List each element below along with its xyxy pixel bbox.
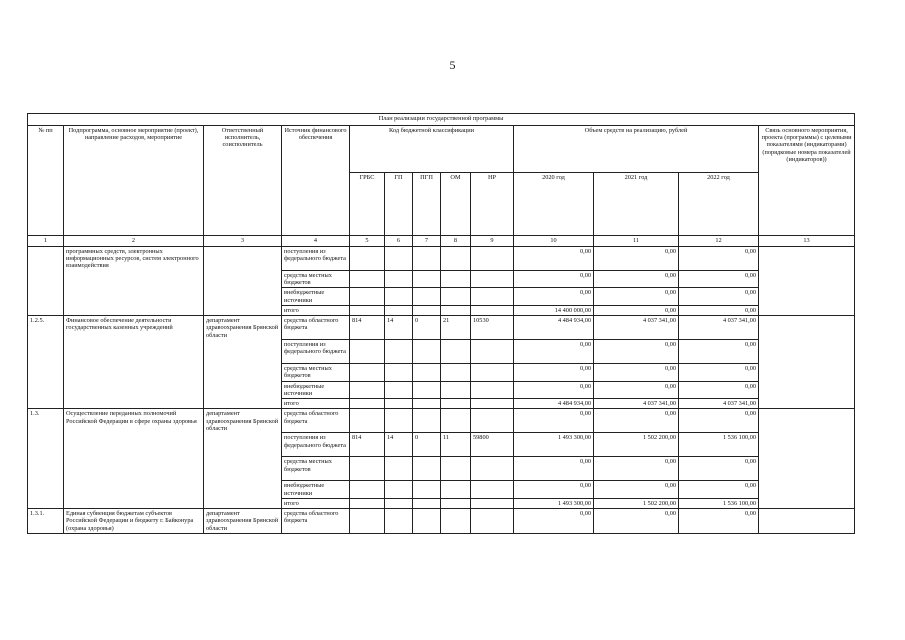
row-link bbox=[759, 316, 855, 409]
column-index: 2 bbox=[64, 236, 204, 247]
value-2020: 14 400 000,00 bbox=[514, 305, 594, 315]
value-2022: 0,00 bbox=[679, 271, 759, 288]
value-2021: 0,00 bbox=[594, 247, 679, 271]
header-budget-code: Код бюджетной классификации bbox=[350, 126, 514, 173]
source-label: средства местных бюджетов bbox=[282, 457, 350, 481]
table-row bbox=[28, 509, 855, 534]
row-num: 1.2.5. bbox=[28, 316, 64, 409]
row-link bbox=[759, 409, 855, 509]
value-2020: 1 493 300,00 bbox=[514, 498, 594, 508]
header-year-2022: 2022 год bbox=[679, 173, 759, 236]
value-2022: 4 037 341,00 bbox=[679, 316, 759, 340]
header-grbs: ГРБС bbox=[350, 173, 385, 236]
row-name: Осуществление переданных полномочий Российской Федерации в сфере охраны здоровья bbox=[64, 409, 204, 509]
code-om: 21 bbox=[441, 316, 471, 340]
column-index: 12 bbox=[679, 236, 759, 247]
value-2020: 4 484 934,00 bbox=[514, 399, 594, 409]
value-2021: 0,00 bbox=[594, 409, 679, 433]
value-2022: 4 037 341,00 bbox=[679, 399, 759, 409]
header-executor: Ответственный исполнитель, соисполнитель bbox=[204, 126, 282, 236]
value-2022: 0,00 bbox=[679, 364, 759, 381]
column-index: 8 bbox=[441, 236, 471, 247]
value-2020: 0,00 bbox=[514, 364, 594, 381]
source-label: средства местных бюджетов bbox=[282, 271, 350, 288]
value-2020: 0,00 bbox=[514, 340, 594, 364]
row-name: программных средств, электронных информационных ресурсов, систем электронного взаимодействия bbox=[64, 247, 204, 316]
column-index: 3 bbox=[204, 236, 282, 247]
column-index: 11 bbox=[594, 236, 679, 247]
value-2020: 0,00 bbox=[514, 271, 594, 288]
source-label: средства областного бюджета bbox=[282, 316, 350, 340]
header-om: ОМ bbox=[441, 173, 471, 236]
row-executor bbox=[204, 247, 282, 316]
value-2022: 0,00 bbox=[679, 288, 759, 305]
source-label: внебюджетные источники bbox=[282, 381, 350, 398]
row-num bbox=[28, 247, 64, 316]
value-2021: 0,00 bbox=[594, 481, 679, 498]
source-label: средства местных бюджетов bbox=[282, 364, 350, 381]
value-2020: 0,00 bbox=[514, 481, 594, 498]
header-num: № пп bbox=[28, 126, 64, 236]
row-name: Финансовое обеспечение деятельности государственных казенных учреждений bbox=[64, 316, 204, 409]
header-link: Связь основного мероприятия, проекта (программы) с целевыми показателями (индикаторами) (порядковые номера показателей (индикаторов)) bbox=[759, 126, 855, 236]
value-2022: 0,00 bbox=[679, 340, 759, 364]
row-executor: департамент здравоохранения Брянской области bbox=[204, 409, 282, 509]
code-np: 59800 bbox=[471, 433, 514, 457]
column-index: 4 bbox=[282, 236, 350, 247]
source-label: внебюджетные источники bbox=[282, 481, 350, 498]
value-2022: 0,00 bbox=[679, 305, 759, 315]
header-subprogram: Подпрограмма, основное мероприятие (проект), направление расходов, мероприятие bbox=[64, 126, 204, 236]
value-2021: 0,00 bbox=[594, 305, 679, 315]
header-year-2021: 2021 год bbox=[594, 173, 679, 236]
code-grbs: 814 bbox=[350, 316, 385, 340]
value-2021: 0,00 bbox=[594, 509, 679, 534]
column-index: 7 bbox=[413, 236, 441, 247]
row-executor: департамент здравоохранения Брянской области bbox=[204, 509, 282, 534]
header-pgp: ПГП bbox=[413, 173, 441, 236]
column-index: 13 bbox=[759, 236, 855, 247]
value-2022: 1 536 100,00 bbox=[679, 433, 759, 457]
value-2022: 0,00 bbox=[679, 509, 759, 534]
value-2020: 0,00 bbox=[514, 509, 594, 534]
row-executor: департамент здравоохранения Брянской области bbox=[204, 316, 282, 409]
source-label: поступления из федерального бюджета bbox=[282, 340, 350, 364]
value-2022: 0,00 bbox=[679, 381, 759, 398]
code-gp: 14 bbox=[385, 316, 413, 340]
value-2022: 0,00 bbox=[679, 457, 759, 481]
code-pgp: 0 bbox=[413, 433, 441, 457]
code-pgp: 0 bbox=[413, 316, 441, 340]
value-2020: 0,00 bbox=[514, 381, 594, 398]
column-index: 5 bbox=[350, 236, 385, 247]
header-year-2020: 2020 год bbox=[514, 173, 594, 236]
value-2021: 1 502 200,00 bbox=[594, 433, 679, 457]
value-2022: 0,00 bbox=[679, 481, 759, 498]
header-np: НР bbox=[471, 173, 514, 236]
table-row bbox=[28, 316, 855, 340]
column-index-row bbox=[28, 236, 855, 247]
value-2021: 0,00 bbox=[594, 381, 679, 398]
column-index: 9 bbox=[471, 236, 514, 247]
value-2020: 1 493 300,00 bbox=[514, 433, 594, 457]
row-link bbox=[759, 247, 855, 316]
value-2021: 1 502 200,00 bbox=[594, 498, 679, 508]
row-link bbox=[759, 509, 855, 534]
source-label: итого bbox=[282, 305, 350, 315]
row-name: Единая субвенция бюджетам субъектов Российской Федерации и бюджету г. Байконура (охрана здоровья) bbox=[64, 509, 204, 534]
value-2022: 1 536 100,00 bbox=[679, 498, 759, 508]
source-label: поступления из федерального бюджета bbox=[282, 433, 350, 457]
value-2020: 0,00 bbox=[514, 457, 594, 481]
page-number: 5 bbox=[449, 58, 456, 72]
value-2021: 0,00 bbox=[594, 457, 679, 481]
source-label: средства областного бюджета bbox=[282, 509, 350, 534]
budget-plan-table bbox=[27, 113, 855, 534]
header-gp: ГП bbox=[385, 173, 413, 236]
value-2021: 4 037 341,00 bbox=[594, 316, 679, 340]
value-2020: 0,00 bbox=[514, 288, 594, 305]
header-source: Источник финансового обеспечения bbox=[282, 126, 350, 236]
header-row bbox=[28, 126, 855, 173]
column-index: 6 bbox=[385, 236, 413, 247]
source-label: итого bbox=[282, 498, 350, 508]
column-index: 10 bbox=[514, 236, 594, 247]
value-2022: 0,00 bbox=[679, 409, 759, 433]
code-om: 11 bbox=[441, 433, 471, 457]
source-label: внебюджетные источники bbox=[282, 288, 350, 305]
row-num: 1.3. bbox=[28, 409, 64, 509]
table-title-row bbox=[28, 114, 855, 126]
value-2021: 0,00 bbox=[594, 288, 679, 305]
table-row bbox=[28, 409, 855, 433]
code-grbs: 814 bbox=[350, 433, 385, 457]
row-num: 1.3.1. bbox=[28, 509, 64, 534]
value-2022: 0,00 bbox=[679, 247, 759, 271]
source-label: средства областного бюджета bbox=[282, 409, 350, 433]
value-2020: 0,00 bbox=[514, 247, 594, 271]
value-2021: 0,00 bbox=[594, 364, 679, 381]
table-title: План реализации государственной программы bbox=[28, 114, 855, 126]
header-volume: Объем средств на реализацию, рублей bbox=[514, 126, 759, 173]
code-gp: 14 bbox=[385, 433, 413, 457]
value-2020: 0,00 bbox=[514, 409, 594, 433]
value-2020: 4 484 934,00 bbox=[514, 316, 594, 340]
value-2021: 0,00 bbox=[594, 340, 679, 364]
value-2021: 4 037 341,00 bbox=[594, 399, 679, 409]
table-row bbox=[28, 247, 855, 271]
source-label: поступления из федерального бюджета bbox=[282, 247, 350, 271]
value-2021: 0,00 bbox=[594, 271, 679, 288]
code-np: 10530 bbox=[471, 316, 514, 340]
source-label: итого bbox=[282, 399, 350, 409]
column-index: 1 bbox=[28, 236, 64, 247]
